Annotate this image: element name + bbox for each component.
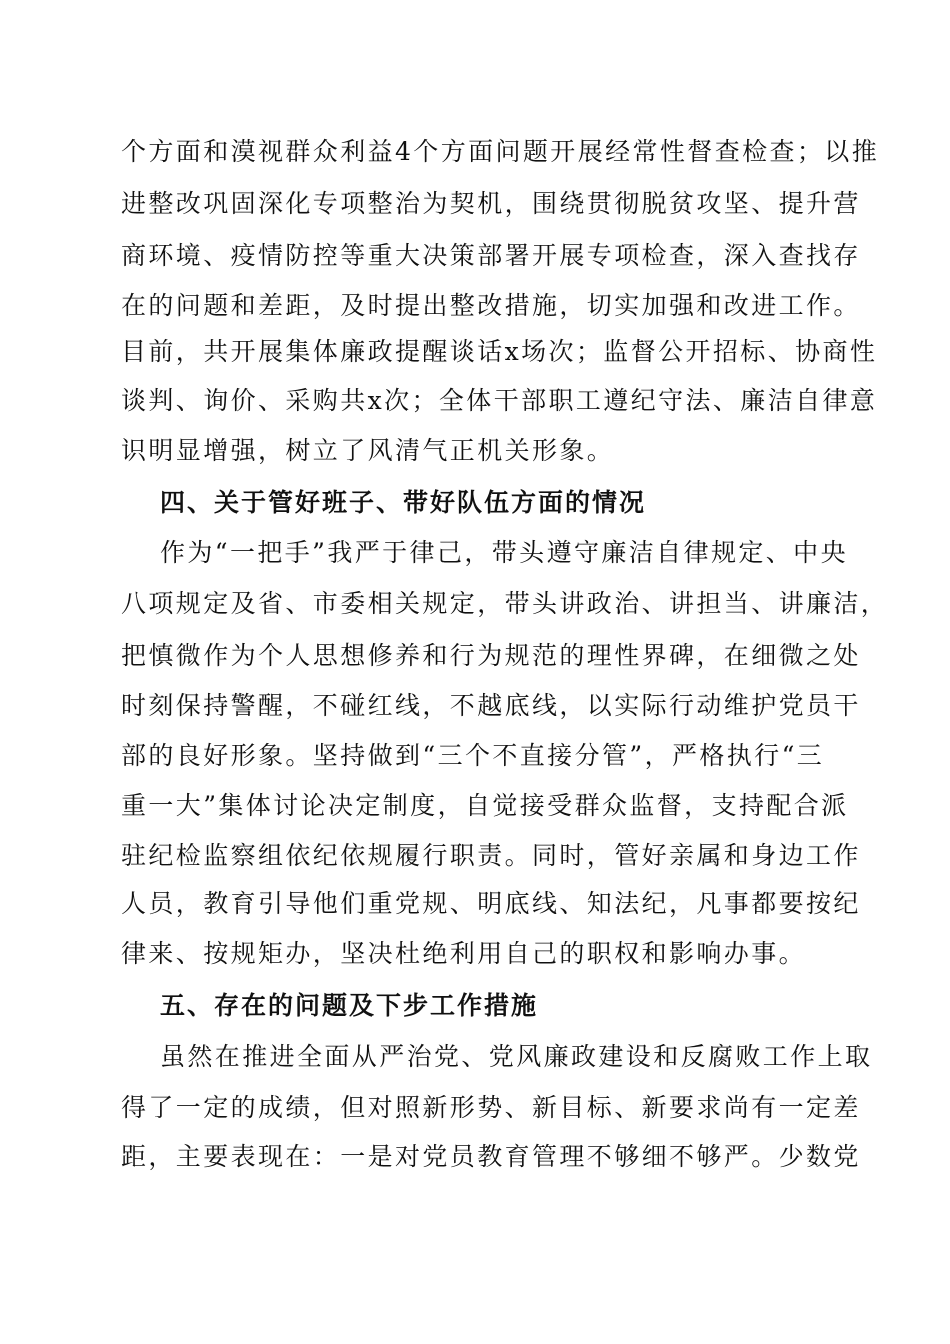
body-text-line: 识明显增强，树立了风清气正机关形象。: [121, 436, 615, 465]
body-text-line: 驻纪检监察组依纪依规履行职责。同时，管好亲属和身边工作: [121, 841, 861, 870]
body-text-line: 时刻保持警醒，不碰红线，不越底线，以实际行动维护党员干: [121, 691, 861, 720]
paragraph-first-line: 作为“一把手”我严于律己，带头遵守廉洁自律规定、中央: [160, 538, 848, 567]
body-text-line: 律来、按规矩办，坚决杜绝利用自己的职权和影响办事。: [121, 939, 807, 968]
body-text-line: 进整改巩固深化专项整治为契机，围绕贯彻脱贫攻坚、提升营: [121, 189, 861, 218]
body-text-line: 重一大”集体讨论决定制度，自觉接受群众监督，支持配合派: [121, 791, 849, 820]
body-text-line: 距，主要表现在：一是对党员教育管理不够细不够严。少数党: [121, 1142, 861, 1171]
section-heading: 五、存在的问题及下步工作措施: [160, 991, 539, 1020]
paragraph-first-line: 虽然在推进全面从严治党、党风廉政建设和反腐败工作上取: [160, 1042, 873, 1071]
section-heading: 四、关于管好班子、带好队伍方面的情况: [160, 488, 647, 517]
body-text-line: 个方面和漠视群众利益4个方面问题开展经常性督查检查；以推: [121, 137, 880, 166]
body-text-line: 商环境、疫情防控等重大决策部署开展专项检查，深入查找存: [121, 241, 861, 270]
body-text-line: 目前，共开展集体廉政提醒谈话x场次；监督公开招标、协商性: [121, 337, 878, 366]
body-text-line: 得了一定的成绩，但对照新形势、新目标、新要求尚有一定差: [121, 1093, 861, 1122]
body-text-line: 部的良好形象。坚持做到“三个不直接分管”，严格执行“三: [121, 741, 825, 770]
body-text-line: 在的问题和差距，及时提出整改措施，切实加强和改进工作。: [121, 291, 861, 320]
body-text-line: 谈判、询价、采购共x次；全体干部职工遵纪守法、廉洁自律意: [121, 386, 878, 415]
body-text-line: 把慎微作为个人思想修养和行为规范的理性界碑，在细微之处: [121, 641, 861, 670]
body-text-line: 八项规定及省、市委相关规定，带头讲政治、讲担当、讲廉洁，: [121, 589, 889, 618]
body-text-line: 人员，教育引导他们重党规、明底线、知法纪，凡事都要按纪: [121, 889, 861, 918]
